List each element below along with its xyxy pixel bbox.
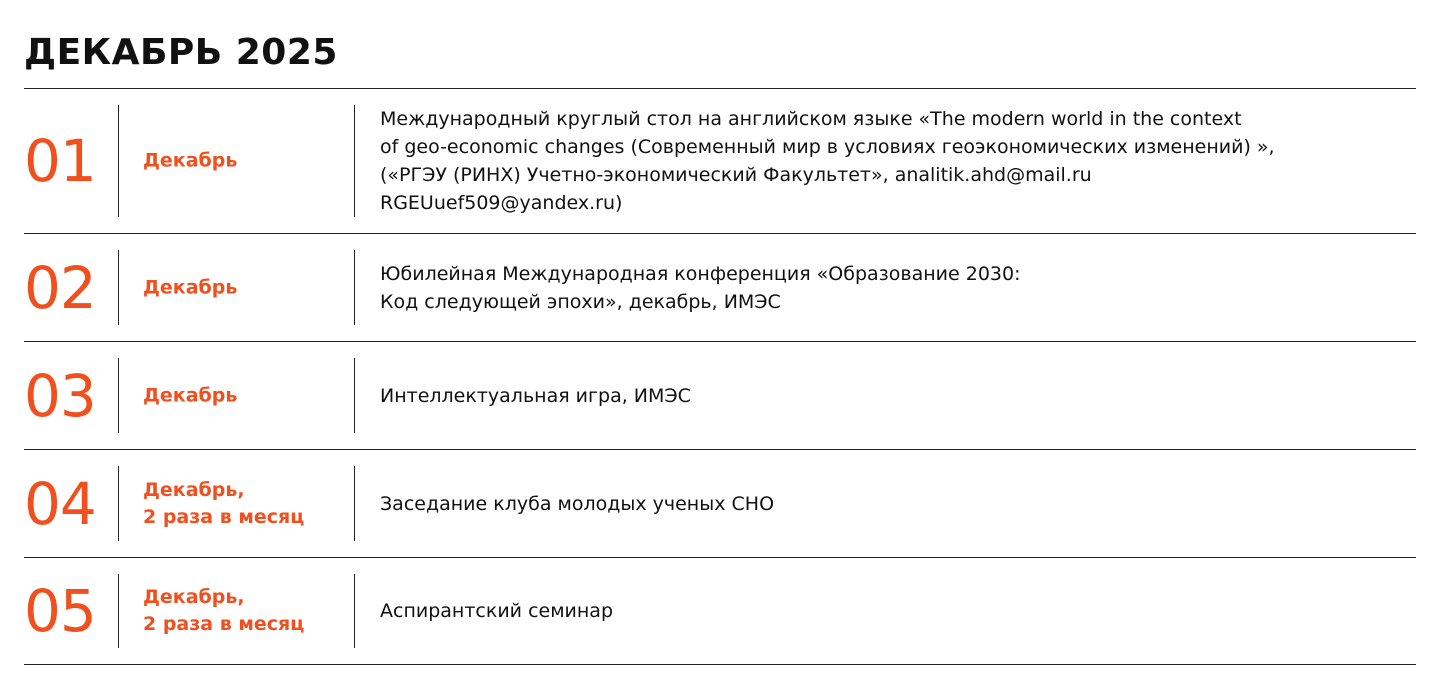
- event-description: [380, 597, 1410, 625]
- page-title: ДЕКАБРЬ 2025: [24, 32, 338, 73]
- table-row: [24, 558, 1416, 665]
- column-divider: [118, 105, 119, 217]
- event-number: 03: [24, 361, 96, 430]
- column-divider: [354, 105, 355, 217]
- column-divider: [354, 358, 355, 433]
- event-description: [380, 490, 1410, 518]
- column-divider: [118, 466, 119, 541]
- table-row: [24, 342, 1416, 450]
- events-table: [24, 88, 1416, 665]
- event-description-line: Аспирантский семинар: [380, 600, 614, 622]
- column-divider: [118, 358, 119, 433]
- event-description: [380, 382, 1410, 410]
- column-divider: [118, 250, 119, 325]
- event-description-line: («РГЭУ (РИНХ) Учетно-экономический Факультет», analitik.ahd@mail.ru: [380, 164, 1092, 186]
- event-date: Декабрь: [143, 384, 238, 406]
- event-date: Декабрь, 2 раза в месяц: [143, 478, 305, 528]
- event-date: Декабрь: [143, 149, 238, 172]
- column-divider: [354, 466, 355, 541]
- table-row: [24, 234, 1416, 342]
- event-description: [380, 105, 1410, 217]
- column-divider: [354, 250, 355, 325]
- event-description: [380, 260, 1410, 316]
- event-date: Декабрь: [143, 276, 238, 298]
- event-description-line: RGEUuef509@yandex.ru): [380, 192, 623, 214]
- event-number: 04: [24, 469, 96, 538]
- event-number: 01: [24, 127, 96, 195]
- event-description-line: of geo-economic changes (Современный мир в условиях геоэкономических изменений) »,: [380, 136, 1275, 158]
- column-divider: [118, 574, 119, 648]
- table-row: [24, 450, 1416, 558]
- event-description-line: Заседание клуба молодых ученых СНО: [380, 492, 775, 515]
- event-description-line: Юбилейная Международная конференция «Образование 2030:: [380, 262, 1021, 285]
- event-date: Декабрь, 2 раза в месяц: [143, 586, 305, 635]
- event-description-line: Код следующей эпохи», декабрь, ИМЭС: [380, 290, 781, 313]
- event-description-line: Международный круглый стол на английском языке «The modern world in the context: [380, 108, 1242, 130]
- event-number: 05: [24, 577, 96, 645]
- event-description-line: Интеллектуальная игра, ИМЭС: [380, 384, 691, 407]
- event-number: 02: [24, 253, 96, 322]
- column-divider: [354, 574, 355, 648]
- table-row: [24, 89, 1416, 234]
